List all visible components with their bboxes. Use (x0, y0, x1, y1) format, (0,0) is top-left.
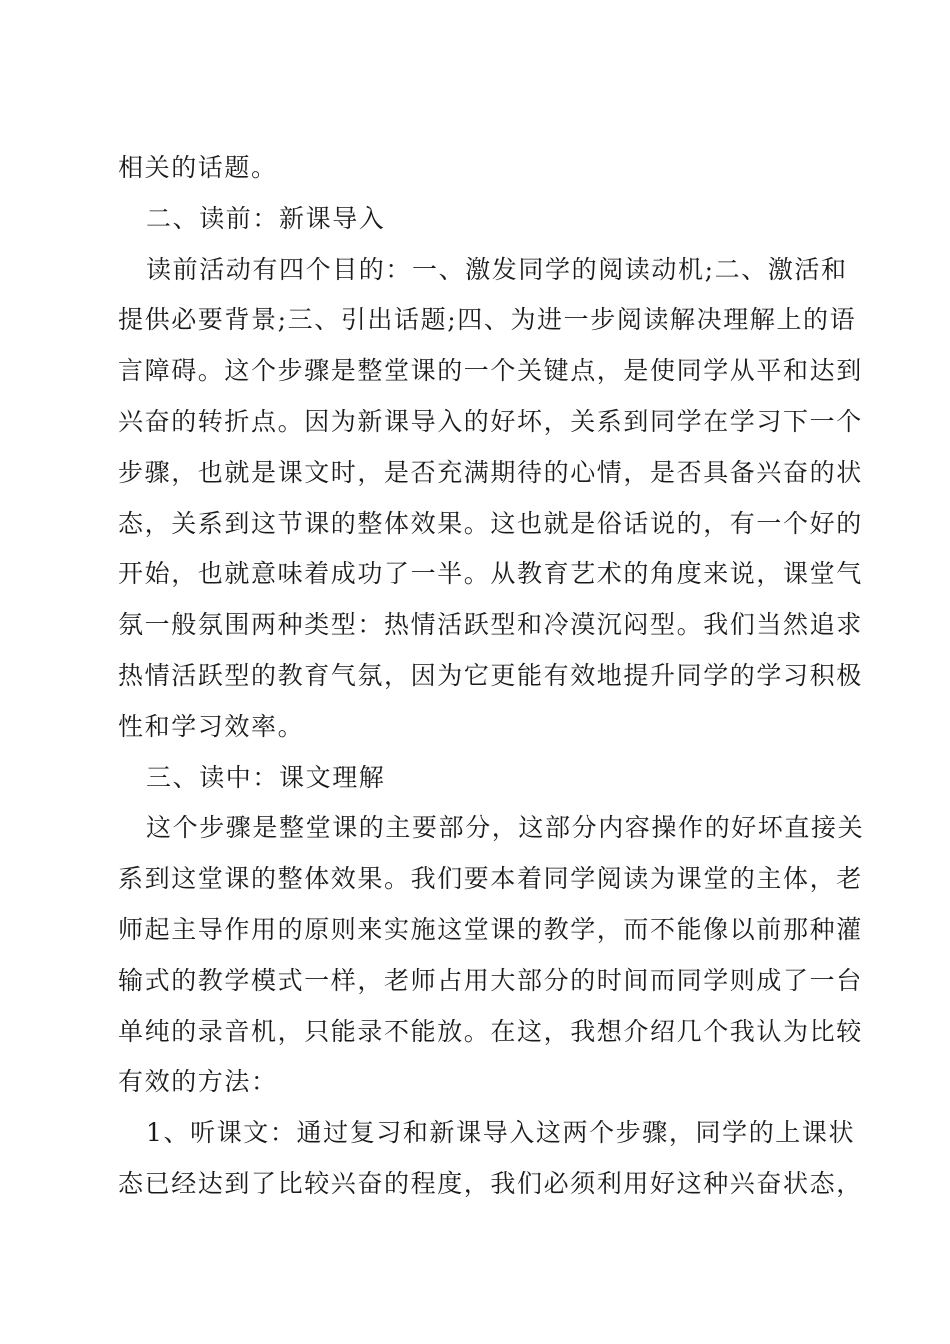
paragraph-line: 师起主导作用的原则来实施这堂课的教学，而不能像以前那种灌 (118, 914, 863, 944)
paragraph-line: 兴奋的转折点。因为新课导入的好坏，关系到同学在学习下一个 (118, 406, 863, 436)
paragraph-line: 言障碍。这个步骤是整堂课的一个关键点，是使同学从平和达到 (118, 356, 863, 386)
text-line: 相关的话题。 (118, 153, 278, 182)
paragraph-line: 1、听课文：通过复习和新课导入这两个步骤，同学的上课状 (146, 1118, 856, 1148)
paragraph-line: 单纯的录音机，只能录不能放。在这，我想介绍几个我认为比较 (118, 1016, 863, 1046)
paragraph-line: 热情活跃型的教育气氛，因为它更能有效地提升同学的学习积极 (118, 660, 863, 690)
paragraph-line: 这个步骤是整堂课的主要部分，这部分内容操作的好坏直接关 (146, 813, 865, 843)
document-body (118, 143, 865, 1210)
paragraph-line: 输式的教学模式一样，老师占用大部分的时间而同学则成了一台 (118, 965, 863, 995)
section-heading: 二、读前：新课导入 (146, 203, 386, 233)
paragraph-line: 性和学习效率。 (118, 711, 305, 741)
paragraph-line: 提供必要背景;三、引出话题;四、为进一步阅读解决理解上的语 (118, 305, 857, 335)
paragraph-line: 读前活动有四个目的：一、激发同学的阅读动机;二、激活和 (146, 254, 848, 284)
paragraph-line: 态，关系到这节课的整体效果。这也就是俗话说的，有一个好的 (118, 508, 863, 538)
paragraph-line: 步骤，也就是课文时，是否充满期待的心情，是否具备兴奋的状 (118, 457, 863, 487)
paragraph-line: 态已经达到了比较兴奋的程度，我们必须利用好这种兴奋状态， (118, 1168, 863, 1198)
paragraph-line: 开始，也就意味着成功了一半。从教育艺术的角度来说，课堂气 (118, 559, 863, 589)
paragraph-line: 氛一般氛围两种类型：热情活跃型和冷漠沉闷型。我们当然追求 (118, 610, 863, 640)
paragraph-line: 系到这堂课的整体效果。我们要本着同学阅读为课堂的主体，老 (118, 864, 863, 894)
section-heading: 三、读中：课文理解 (146, 762, 386, 792)
paragraph-line: 有效的方法： (118, 1067, 278, 1097)
